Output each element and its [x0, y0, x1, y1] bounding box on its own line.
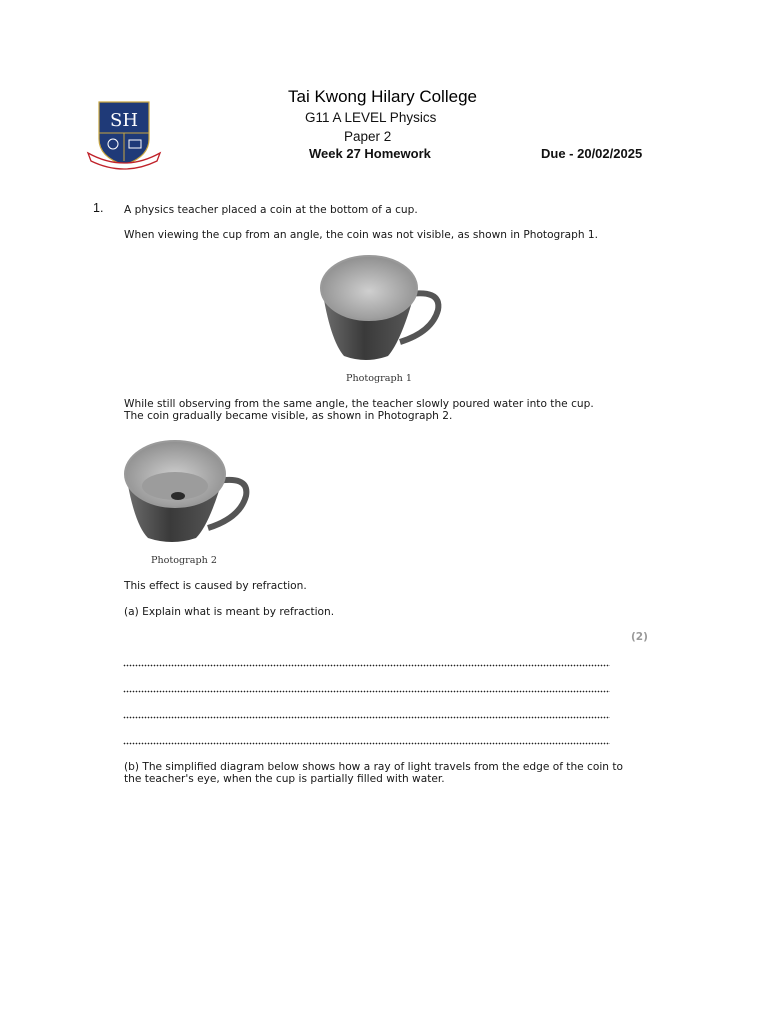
part-b-line2: the teacher's eye, when the cup is partially filled with water.: [124, 773, 445, 785]
course-title: G11 A LEVEL Physics: [305, 110, 437, 125]
due-date: Due - 20/02/2025: [541, 146, 643, 161]
part-a-marks: (2): [631, 631, 648, 643]
photograph-1-cup-image: [312, 250, 447, 365]
answer-line[interactable]: [123, 742, 610, 745]
school-name: Tai Kwong Hilary College: [288, 87, 477, 106]
coin-icon: [171, 492, 185, 500]
answer-line[interactable]: [123, 716, 610, 719]
part-b-line1: (b) The simplified diagram below shows how a ray of light travels from the edge of the coin to: [124, 761, 624, 773]
answer-line[interactable]: [123, 690, 610, 693]
question-text-line1: A physics teacher placed a coin at the bottom of a cup.: [124, 204, 418, 216]
part-a-prompt: (a) Explain what is meant by refraction.: [124, 606, 335, 618]
school-crest-logo: [85, 99, 163, 171]
question-text-line3a: While still observing from the same angle, the teacher slowly poured water into the cup.: [124, 398, 594, 410]
photograph-2-caption: Photograph 2: [151, 555, 217, 566]
photograph-1-caption: Photograph 1: [346, 373, 412, 384]
paper-label: Paper 2: [344, 129, 392, 144]
question-number: 1.: [93, 201, 104, 215]
photograph-2-cup-image: [118, 432, 253, 547]
question-text-line4: This effect is caused by refraction.: [124, 580, 307, 592]
question-text-line3b: The coin gradually became visible, as shown in Photograph 2.: [124, 410, 453, 422]
question-text-line2: When viewing the cup from an angle, the coin was not visible, as shown in Photograph 1.: [124, 229, 599, 241]
logo-monogram: SH: [109, 110, 139, 131]
answer-line[interactable]: [123, 664, 610, 667]
assignment-title: Week 27 Homework: [309, 146, 431, 161]
